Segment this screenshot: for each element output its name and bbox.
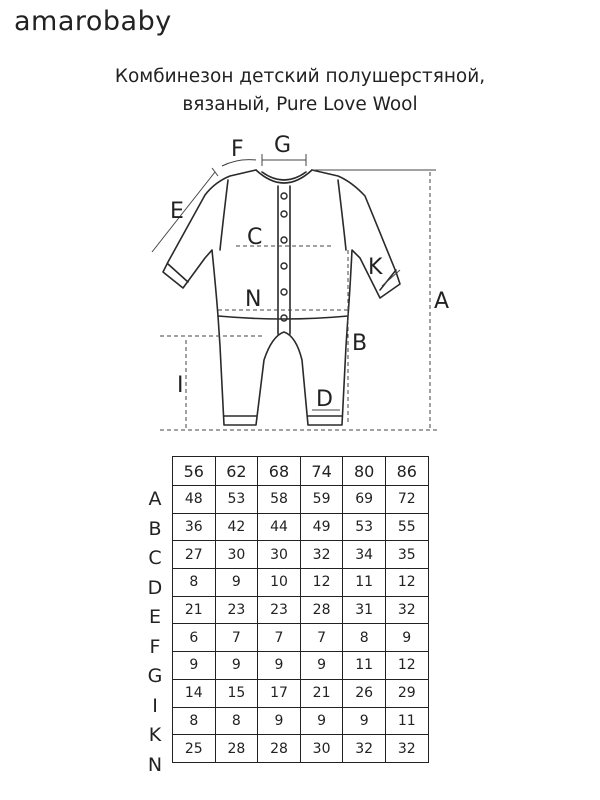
table-row <box>173 486 429 514</box>
table-cell: 14 <box>173 679 216 707</box>
table-cell: 9 <box>258 707 301 735</box>
table-cell: 34 <box>343 541 386 569</box>
table-cell: 59 <box>300 486 343 514</box>
table-cell: 32 <box>300 541 343 569</box>
table-cell: 11 <box>343 569 386 597</box>
table-cell: 21 <box>300 679 343 707</box>
table-cell: 10 <box>258 569 301 597</box>
table-row <box>173 596 429 624</box>
table-cell: 26 <box>343 679 386 707</box>
size-header-row <box>173 457 429 486</box>
table-cell: 28 <box>300 596 343 624</box>
jumpsuit-outline <box>163 170 400 425</box>
table-cell: 8 <box>343 624 386 652</box>
table-cell: 9 <box>300 652 343 680</box>
row-label: A <box>148 488 162 510</box>
table-row <box>173 652 429 680</box>
label-k: K <box>368 255 383 280</box>
table-cell: 30 <box>300 735 343 763</box>
table-cell: 21 <box>173 596 216 624</box>
table-cell: 28 <box>258 735 301 763</box>
placket-buttons <box>281 193 287 321</box>
size-header-cell: 62 <box>215 457 258 486</box>
table-cell: 8 <box>173 569 216 597</box>
label-a: A <box>434 289 450 314</box>
brand-logo: amarobaby <box>14 6 172 37</box>
label-f: F <box>231 137 244 162</box>
table-cell: 58 <box>258 486 301 514</box>
table-cell: 9 <box>173 652 216 680</box>
size-header-cell: 86 <box>385 457 428 486</box>
size-header-cell: 56 <box>173 457 216 486</box>
table-cell: 23 <box>215 596 258 624</box>
table-cell: 32 <box>385 735 428 763</box>
table-cell: 23 <box>258 596 301 624</box>
table-row <box>173 707 429 735</box>
table-cell: 12 <box>385 652 428 680</box>
table-row <box>173 513 429 541</box>
table-cell: 9 <box>385 624 428 652</box>
row-label: K <box>148 724 162 746</box>
table-cell: 53 <box>215 486 258 514</box>
collar-outer <box>256 170 312 183</box>
table-cell: 29 <box>385 679 428 707</box>
label-i: I <box>177 373 184 398</box>
table-cell: 27 <box>173 541 216 569</box>
label-g: G <box>274 133 292 158</box>
label-e: E <box>170 199 184 224</box>
table-row <box>173 569 429 597</box>
table-cell: 35 <box>385 541 428 569</box>
size-table <box>172 456 429 763</box>
table-cell: 7 <box>258 624 301 652</box>
row-labels <box>140 485 170 780</box>
table-cell: 36 <box>173 513 216 541</box>
table-cell: 55 <box>385 513 428 541</box>
size-header-cell: 68 <box>258 457 301 486</box>
table-cell: 72 <box>385 486 428 514</box>
table-cell: 32 <box>343 735 386 763</box>
table-cell: 7 <box>300 624 343 652</box>
table-cell: 30 <box>215 541 258 569</box>
table-cell: 11 <box>343 652 386 680</box>
table-cell: 9 <box>300 707 343 735</box>
product-title-line-1: Комбинезон детский полушерстяной, <box>114 66 486 87</box>
table-cell: 30 <box>258 541 301 569</box>
label-n: N <box>245 287 262 312</box>
table-cell: 15 <box>215 679 258 707</box>
row-label: D <box>147 576 163 599</box>
label-b: B <box>352 331 368 356</box>
table-cell: 6 <box>173 624 216 652</box>
row-label: C <box>148 547 162 569</box>
table-cell: 53 <box>343 513 386 541</box>
product-title-line-2: вязаный, Pure Love Wool <box>182 94 418 115</box>
table-row <box>173 541 429 569</box>
size-header-cell: 80 <box>343 457 386 486</box>
table-cell: 9 <box>215 652 258 680</box>
table-cell: 25 <box>173 735 216 763</box>
label-d: D <box>316 387 333 412</box>
table-cell: 8 <box>215 707 258 735</box>
table-cell: 7 <box>215 624 258 652</box>
table-row <box>173 624 429 652</box>
row-label: E <box>148 606 161 628</box>
table-cell: 9 <box>258 652 301 680</box>
row-label: G <box>147 665 163 687</box>
table-cell: 12 <box>385 569 428 597</box>
table-cell: 11 <box>385 707 428 735</box>
table-cell: 32 <box>385 596 428 624</box>
table-cell: 28 <box>215 735 258 763</box>
label-c: C <box>247 225 263 250</box>
row-label: N <box>147 753 163 776</box>
table-row <box>173 679 429 707</box>
table-cell: 69 <box>343 486 386 514</box>
size-header-cell: 74 <box>300 457 343 486</box>
table-cell: 48 <box>173 486 216 514</box>
table-cell: 12 <box>300 569 343 597</box>
table-cell: 31 <box>343 596 386 624</box>
row-label: I <box>152 694 158 717</box>
table-cell: 44 <box>258 513 301 541</box>
table-cell: 9 <box>215 569 258 597</box>
table-cell: 8 <box>173 707 216 735</box>
table-cell: 9 <box>343 707 386 735</box>
table-row <box>173 735 429 763</box>
row-label: F <box>149 635 161 658</box>
table-cell: 42 <box>215 513 258 541</box>
table-cell: 17 <box>258 679 301 707</box>
table-cell: 49 <box>300 513 343 541</box>
row-label: B <box>148 517 162 540</box>
